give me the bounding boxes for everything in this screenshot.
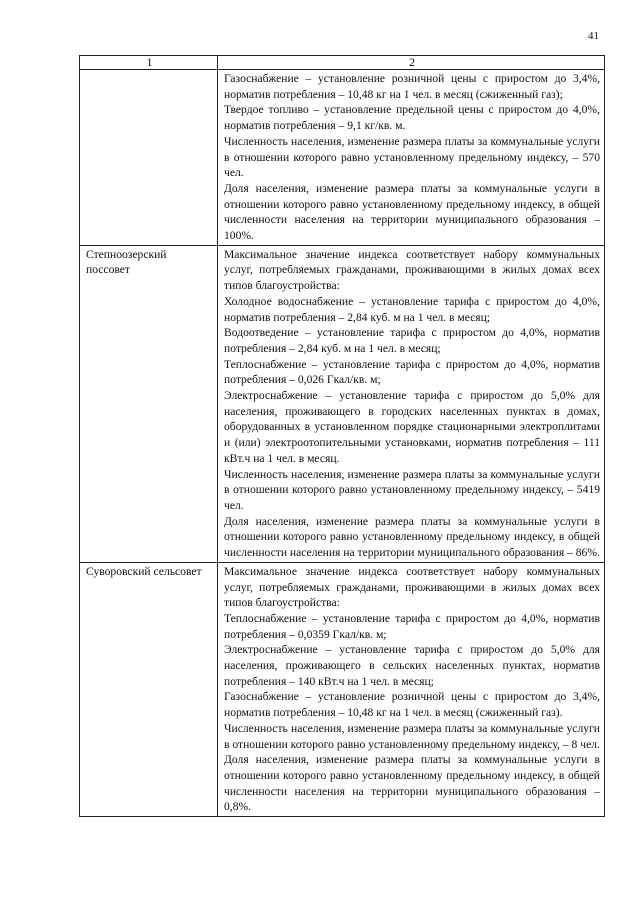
page-number: 41: [588, 30, 599, 42]
description-paragraph: Численность населения, изменение размера платы за коммунальные услуги в отношении которого равно установленному предельному индексу, – 8 чел.: [224, 721, 600, 751]
description-paragraph: Доля населения, изменение размера платы за коммунальные услуги в отношении которого равно установленному предельному индексу, в общей численности населения на территории муниципального образования – 100%.: [224, 181, 600, 243]
description-paragraph: Водоотведение – установление тарифа с приростом до 4,0%, норматив потребления – 2,84 куб. м на 1 чел. в месяц;: [224, 326, 600, 355]
description-cell: [218, 562, 605, 816]
description-paragraph: Максимальное значение индекса соответствует набору коммунальных услуг, потребляемых гражданами, проживающими в жилых домах всех типов благоустройства:: [224, 247, 600, 293]
column-header-1: 1: [80, 56, 218, 70]
description-paragraph: Газоснабжение – установление розничной цены с приростом до 3,4%, норматив потребления – 10,48 кг на 1 чел. в месяц (сжиженный газ).: [224, 690, 600, 720]
table-row: [80, 562, 605, 816]
description-paragraph: Электроснабжение – установление тарифа с приростом до 5,0% для населения, проживающего в сельских населенных пунктах, норматив потребления – 140 кВт.ч на 1 чел. в месяц;: [224, 643, 600, 688]
table-row: [80, 245, 605, 562]
description-paragraph: Газоснабжение – установление розничной цены с приростом до 3,4%, норматив потребления – 10,48 кг на 1 чел. в месяц (сжиженный газ);: [224, 72, 600, 101]
municipality-name-cell: Суворовский сельсовет: [80, 562, 218, 816]
description-paragraph: Численность населения, изменение размера платы за коммунальные услуги в отношении которого равно установленному предельному индексу, – 570 чел.: [224, 134, 600, 180]
description-cell: [218, 70, 605, 246]
description-paragraph: Теплоснабжение – установление тарифа с приростом до 4,0%, норматив потребления – 0,026 Гкал/кв. м;: [224, 357, 600, 387]
description-cell: [218, 245, 605, 562]
description-paragraph: Доля населения, изменение размера платы за коммунальные услуги в отношении которого равно установленному предельному индексу, в общей численности населения на территории муниципального образования – 86%.: [224, 514, 600, 560]
municipality-name-cell: Степноозерский поссовет: [80, 245, 218, 562]
municipality-name-cell: [80, 70, 218, 246]
description-paragraph: Максимальное значение индекса соответствует набору коммунальных услуг, потребляемых гражданами, проживающими в жилых домах всех типов благоустройства:: [224, 564, 600, 610]
description-paragraph: Теплоснабжение – установление тарифа с приростом до 4,0%, норматив потребления – 0,0359 Гкал/кв. м;: [224, 611, 600, 641]
table-row: [80, 70, 605, 246]
tariff-table: [79, 55, 605, 817]
description-paragraph: Доля населения, изменение размера платы за коммунальные услуги в отношении которого равно установленному предельному индексу, в общей численности населения на территории муниципального образования – 0,8%.: [224, 753, 600, 814]
description-paragraph: Твердое топливо – установление предельной цены с приростом до 4,0%, норматив потребления – 9,1 кг/кв. м.: [224, 103, 600, 133]
column-header-2: 2: [218, 56, 605, 70]
description-paragraph: Электроснабжение – установление тарифа с приростом до 5,0% для населения, проживающего в городских населенных пунктах в домах, оборудованных в установленном порядке стационарными электроплитами и (или) электроотопительными установками, норматив потребления – 111 кВт.ч на 1 чел. в месяц.: [224, 389, 600, 465]
table-header-row: [80, 56, 605, 70]
description-paragraph: Численность населения, изменение размера платы за коммунальные услуги в отношении которого равно установленному предельному индексу, – 5419 чел.: [224, 467, 600, 512]
description-paragraph: Холодное водоснабжение – установление тарифа с приростом до 4,0%, норматив потребления – 2,84 куб. м на 1 чел. в месяц;: [224, 294, 600, 324]
